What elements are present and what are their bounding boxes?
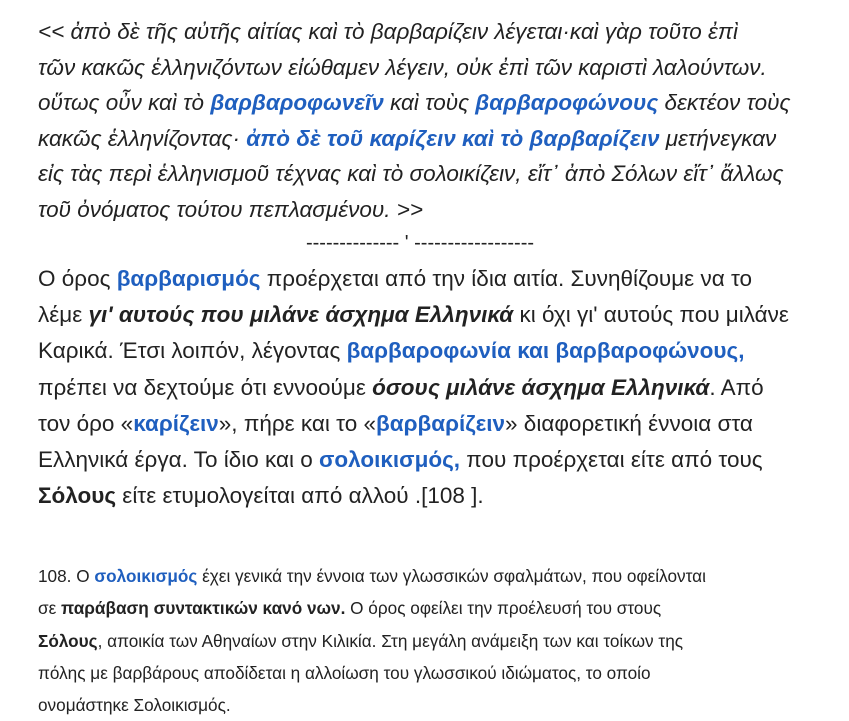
- footnote-line: [38, 592, 706, 624]
- text-run: ονομάστηκε Σολοικισμός.: [38, 695, 231, 716]
- quote-line: [38, 50, 828, 86]
- text-run: », πήρε και το «: [218, 410, 377, 436]
- main-line: [38, 297, 828, 333]
- emphasized-phrase: όσους μιλάνε άσχημα Ελληνικά: [372, 374, 710, 400]
- text-run: Ελληνικά έργα. Το ίδιο και ο: [38, 447, 320, 473]
- document-page: [38, 14, 828, 514]
- highlighted-term: σολοικισμός,: [319, 447, 461, 473]
- text-run: πόλης με βαρβάρους αποδίδεται η αλλοίωση του γλωσσικού ιδιώματος, το οποίο: [38, 662, 651, 683]
- text-run: πρέπει να δεχτούμε ότι εννοούμε: [38, 374, 373, 400]
- text-run: Καρικά. Έτσι λοιπόν, λέγοντας: [38, 338, 347, 364]
- main-paragraph: [38, 261, 828, 514]
- highlighted-term: καρίζειν: [133, 410, 219, 436]
- text-run: που προέρχεται είτε από τους: [460, 447, 763, 473]
- text-run: έχει γενικά την έννοια των γλωσσικών σφαλμάτων, που οφείλονται: [197, 566, 706, 586]
- text-run: είτε ετυμολογείται από αλλού .[108 ].: [116, 483, 484, 509]
- footnote-line: [38, 689, 706, 721]
- text-run: οὕτως οὖν καὶ τὸ: [38, 90, 211, 115]
- footnote-line: [38, 560, 706, 592]
- main-line: [38, 333, 828, 369]
- highlighted-term: σολοικισμός: [94, 566, 198, 586]
- text-run: κακῶς ἑλληνίζοντας·: [38, 125, 247, 151]
- text-run: εἰς τὰς περὶ ἑλληνισμοῦ τέχνας καὶ τὸ σολοικίζειν, εἴτ᾽ ἀπὸ Σόλων εἴτ᾽ ἄλλως: [38, 161, 784, 186]
- text-run: τοῦ ὀνόματος τούτου πεπλασμένου. >>: [38, 196, 424, 222]
- text-run: προέρχεται από την ίδια αιτία. Συνηθίζουμε να το: [260, 266, 753, 291]
- main-line: [38, 406, 828, 442]
- emphasized-phrase: γι' αυτούς που μιλάνε άσχημα Ελληνικά: [88, 302, 514, 328]
- bold-term: παράβαση συντακτικών κανό νων.: [61, 598, 346, 619]
- main-line: [38, 442, 828, 478]
- text-run: 108. Ο: [38, 566, 95, 586]
- footnote-108: [38, 560, 706, 721]
- footnote-line: [38, 657, 706, 689]
- highlighted-term: βαρβαρίζειν: [376, 410, 506, 436]
- section-separator: -------------- ' ------------------: [305, 232, 535, 254]
- footnote-line: [38, 625, 706, 657]
- main-line: [38, 478, 828, 514]
- text-run: σε: [38, 598, 62, 619]
- text-run: τον όρο «: [38, 410, 134, 436]
- highlighted-term: βαρβαροφωνία και βαρβαροφώνους,: [346, 338, 745, 364]
- quote-line: [38, 121, 828, 157]
- ancient-greek-quote: [38, 14, 828, 227]
- main-line: [38, 261, 828, 297]
- text-run: τῶν κακῶς ἑλληνιζόντων εἰώθαμεν λέγειν, οὐκ ἐπὶ τῶν καριστὶ λαλούντων.: [38, 54, 767, 80]
- highlighted-term: βαρβαροφώνους: [475, 90, 659, 115]
- text-run: δεκτέον τοὺς: [658, 90, 791, 115]
- highlighted-term: βαρβαροφωνεῖν: [210, 90, 384, 115]
- text-run: Ο όρος: [38, 266, 117, 291]
- text-run: << ἀπὸ δὲ τῆς αὐτῆς αἰτίας καὶ τὸ βαρβαρίζειν λέγεται·καὶ γὰρ τοῦτο ἐπὶ: [38, 19, 738, 44]
- quote-line: [38, 192, 828, 228]
- quote-line: [38, 156, 828, 192]
- text-run: κι όχι γι' αυτούς που μιλάνε: [513, 302, 789, 328]
- quote-line: [38, 14, 828, 50]
- text-run: Ο όρος οφείλει την προέλευσή του στους: [345, 598, 662, 619]
- highlighted-term: βαρβαρισμός: [116, 266, 261, 291]
- text-run: , αποικία των Αθηναίων στην Κιλικία. Στη μεγάλη ανάμειξη των και τοίκων της: [97, 630, 684, 651]
- bold-term: Σόλους: [38, 483, 117, 509]
- highlighted-term: ἀπὸ δὲ τοῦ καρίζειν καὶ τὸ βαρβαρίζειν: [246, 125, 660, 151]
- text-run: . Από: [709, 374, 764, 400]
- text-run: καὶ τοὺς: [383, 90, 476, 115]
- text-run: » διαφορετική έννοια στα: [505, 410, 753, 436]
- main-line: [38, 370, 828, 406]
- bold-term: Σόλους: [38, 630, 98, 651]
- quote-line: [38, 85, 828, 121]
- text-run: μετήνεγκαν: [659, 125, 777, 151]
- text-run: λέμε: [38, 302, 89, 328]
